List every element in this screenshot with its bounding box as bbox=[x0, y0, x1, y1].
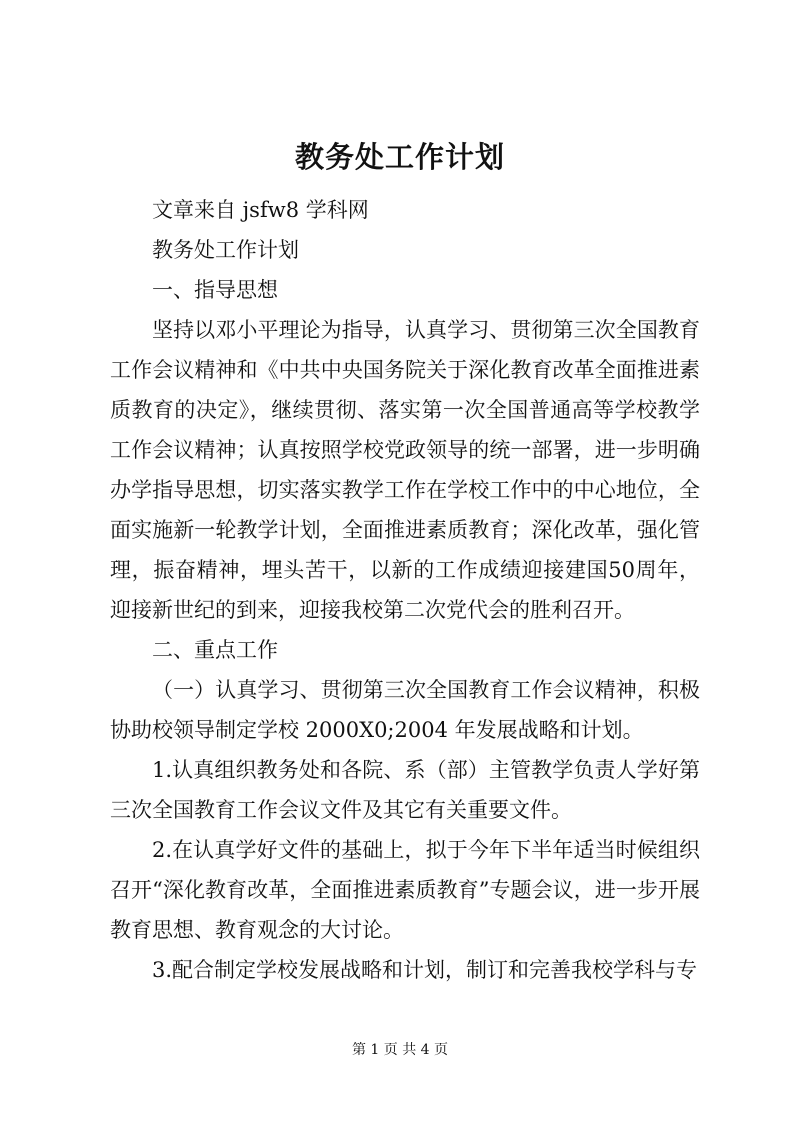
section-heading-guiding-ideology: 一、指导思想 bbox=[152, 278, 278, 302]
document-title: 教务处工作计划 bbox=[294, 140, 505, 174]
numbered-item-2: 2.在认真学好文件的基础上，拟于今年下半年适当时候组织召开“深化教育改革，全面推进素质教育”专题会议，进一步开展教育思想、教育观念的大讨论。 bbox=[110, 838, 700, 942]
subsection-item-1: （一）认真学习、贯彻第三次全国教育工作会议精神，积极协助校领导制定学校 2000X0;2004 年发展战略和计划。 bbox=[110, 678, 700, 742]
source-line: 文章来自 jsfw8 学科网 bbox=[152, 198, 369, 222]
page-footer: 第 1 页 共 4 页 bbox=[351, 1042, 449, 1058]
paragraph-guiding-ideology: 坚持以邓小平理论为指导，认真学习、贯彻第三次全国教育工作会议精神和《中共中央国务院关于深化教育改革全面推进素质教育的决定》，继续贯彻、落实第一次全国普通高等学校教学工作会议精神；认真按照学校党政领导的统一部署，进一步明确办学指导思想，切实落实教学工作在学校工作中的中心地位，全面实施新一轮教学计划，全面推进素质教育；深化改革，强化管理，振奋精神，埋头苦干，以新的工作成绩迎接建国50周年，迎接新世纪的到来，迎接我校第二次党代会的胜利召开。 bbox=[110, 318, 700, 622]
numbered-item-1: 1.认真组织教务处和各院、系（部）主管教学负责人学好第三次全国教育工作会议文件及其它有关重要文件。 bbox=[110, 758, 700, 822]
document-body bbox=[110, 190, 700, 990]
section-heading-key-work: 二、重点工作 bbox=[152, 638, 278, 662]
numbered-item-3: 3.配合制定学校发展战略和计划，制订和完善我校学科与专 bbox=[152, 958, 698, 982]
subtitle-line: 教务处工作计划 bbox=[152, 238, 299, 262]
